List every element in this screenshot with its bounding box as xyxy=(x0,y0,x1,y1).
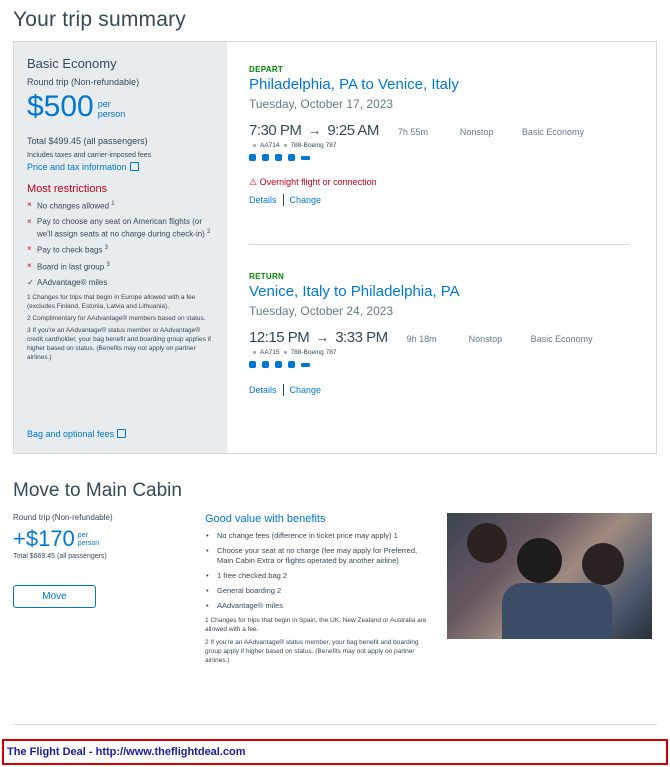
arrive-time: 3:33 PM xyxy=(335,329,388,346)
bullet-icon xyxy=(284,351,287,354)
bullet-icon xyxy=(253,351,256,354)
details-link[interactable]: Details xyxy=(249,385,277,395)
check-icon: ✓ xyxy=(27,277,34,287)
return-times xyxy=(249,329,629,346)
restriction-item xyxy=(27,199,215,212)
benefit-item: • AAdvantage® miles xyxy=(205,601,435,611)
link-separator xyxy=(283,384,284,396)
restriction-text: No changes allowed xyxy=(37,201,110,211)
per-label: per xyxy=(97,99,111,109)
depart-date: Tuesday, October 17, 2023 xyxy=(249,97,394,111)
photo-figure xyxy=(502,583,612,639)
restriction-item xyxy=(27,260,215,273)
price-row xyxy=(27,92,215,122)
stops: Nonstop xyxy=(468,334,503,344)
trip-type: Round trip (Non-refundable) xyxy=(13,513,113,522)
flight-deal-text: The Flight Deal - http://www.theflightdeal.com xyxy=(7,746,246,758)
flight-number: AA714 xyxy=(260,142,280,149)
restriction-text: Pay to check bags xyxy=(37,245,103,255)
segment-divider xyxy=(249,244,630,245)
depart-time: 12:15 PM xyxy=(249,329,310,346)
taxes-note: Includes taxes and carrier-imposed fees xyxy=(27,152,152,159)
power-icon xyxy=(262,361,269,368)
return-date: Tuesday, October 24, 2023 xyxy=(249,304,394,318)
return-route: Venice, Italy to Philadelphia, PA xyxy=(249,283,460,300)
stops: Nonstop xyxy=(459,127,494,137)
depart-segment xyxy=(249,65,629,206)
external-window-icon xyxy=(117,429,126,438)
cabin-photo xyxy=(447,513,652,639)
change-link[interactable]: Change xyxy=(289,385,322,395)
benefit-item: • 1 free checked bag 2 xyxy=(205,571,435,581)
footnote: 2 Complimentary for AAdvantage® members based on status. xyxy=(27,314,206,322)
seatback-icon xyxy=(301,363,310,367)
restriction-text: AAdvantage® miles xyxy=(37,277,108,287)
bag-fees-link-label: Bag and optional fees xyxy=(27,429,115,439)
trip-type: Round trip (Non-refundable) xyxy=(27,77,140,87)
x-icon: × xyxy=(27,200,32,209)
per-person xyxy=(78,532,99,548)
footnote-ref: 1 xyxy=(111,201,115,207)
person-label: person xyxy=(77,540,100,547)
aircraft: 788-Boeing 787 xyxy=(290,142,337,149)
change-link[interactable]: Change xyxy=(289,195,322,205)
benefits-title: Good value with benefits xyxy=(205,513,326,525)
footnote: 1 Changes for trips that begin in Spain, the UK, New Zealand or Australia are allowed with a fee. xyxy=(205,617,427,633)
restrictions-list xyxy=(27,199,215,288)
aircraft: 788-Boeing 787 xyxy=(290,349,337,356)
footnote-ref: 2 xyxy=(207,228,211,235)
external-window-icon xyxy=(130,162,139,171)
benefit-item: • General boarding 2 xyxy=(205,586,435,596)
footnote: 1 Changes for trips that begin in Europe allowed with a fee (excludes Finland, Estonia, Latvia and Lithuania). xyxy=(27,293,196,310)
benefit-item: • No change fees (difference in ticket price may apply) 1 xyxy=(205,531,435,541)
benefit-item: • Choose your seat at no charge (fee may apply for Preferred, Main Cabin Extra or flights operated by another airline) xyxy=(205,546,435,566)
restriction-item xyxy=(27,243,215,256)
per-label: per xyxy=(77,532,88,539)
segment-links xyxy=(249,194,629,206)
trip-summary-card xyxy=(13,41,657,454)
flight-deal-banner[interactable] xyxy=(2,739,668,765)
footnote: 3 If you're an AAdvantage® status member or AAdvantage® credit cardholder, your bag benefit and boarding group applies if higher based on status. (Benefits may not apply on partner airlines.) xyxy=(27,326,211,361)
restriction-text: Board in last group xyxy=(37,262,105,272)
arrow-right-icon: → xyxy=(315,329,330,345)
return-label: RETURN xyxy=(249,272,285,281)
per-person xyxy=(98,99,126,119)
x-icon: × xyxy=(27,216,32,226)
footnote-ref: 3 xyxy=(106,261,110,268)
page-title: Your trip summary xyxy=(13,8,187,31)
fare-total: Total $499.45 (all passengers) xyxy=(27,136,148,146)
benefits xyxy=(205,513,435,665)
upgrade-total: Total $669.45 (all passengers) xyxy=(13,553,107,560)
duration: 9h 18m xyxy=(406,334,437,344)
person-label: person xyxy=(97,109,126,119)
arrow-right-icon: → xyxy=(307,122,322,138)
overnight-warning: ⚠ Overnight flight or connection xyxy=(249,177,377,187)
depart-times xyxy=(249,122,629,139)
flight-meta xyxy=(249,142,629,149)
flight-number: AA715 xyxy=(260,349,280,356)
photo-figure xyxy=(467,523,507,563)
main-cabin-title: Move to Main Cabin xyxy=(13,480,182,501)
depart-time: 7:30 PM xyxy=(249,122,302,139)
details-link[interactable]: Details xyxy=(249,195,277,205)
benefits-list xyxy=(205,531,435,611)
power-icon xyxy=(262,154,269,161)
footnote-ref: 3 xyxy=(104,245,108,252)
duration: 7h 55m xyxy=(397,127,428,137)
return-segment xyxy=(249,272,629,396)
cabin: Basic Economy xyxy=(521,127,584,137)
price-row xyxy=(13,528,193,550)
link-separator xyxy=(283,194,284,206)
divider xyxy=(13,724,657,725)
flight-meta xyxy=(249,349,629,356)
segment-links xyxy=(249,384,629,396)
fare-panel xyxy=(14,42,227,453)
price-tax-link[interactable] xyxy=(27,162,215,172)
depart-label: DEPART xyxy=(249,65,284,74)
usb-icon xyxy=(275,361,282,368)
upgrade-price: +$170 xyxy=(13,526,75,551)
restriction-text: Pay to choose any seat on American flights (or we'll assign seats at no charge during check-in) xyxy=(37,216,205,239)
usb-icon xyxy=(275,154,282,161)
photo-figure xyxy=(582,543,624,585)
x-icon: × xyxy=(27,260,32,270)
flights-panel xyxy=(227,42,656,453)
cabin: Basic Economy xyxy=(530,334,593,344)
photo-figure xyxy=(517,538,562,583)
price-tax-link-label: Price and tax information xyxy=(27,162,127,172)
arrive-time: 9:25 AM xyxy=(327,122,379,139)
main-cabin-price xyxy=(13,513,193,602)
restriction-item xyxy=(27,277,215,288)
amenities xyxy=(249,154,629,161)
fare-name: Basic Economy xyxy=(27,56,117,71)
restriction-item xyxy=(27,216,215,240)
seatback-icon xyxy=(301,156,310,160)
bag-fees-link[interactable] xyxy=(27,429,126,439)
move-button[interactable]: Move xyxy=(13,585,96,608)
restrictions-title: Most restrictions xyxy=(27,183,108,195)
bullet-icon xyxy=(253,144,256,147)
bullet-icon xyxy=(284,144,287,147)
fare-price: $500 xyxy=(27,90,94,123)
entertainment-icon xyxy=(288,154,295,161)
amenities xyxy=(249,361,629,368)
wifi-icon xyxy=(249,154,256,161)
footnote: 2 If you're an AAdvantage® status member, your bag benefit and boarding group apply if higher based on status. (Benefits may not apply on partner airlines.) xyxy=(205,639,419,664)
wifi-icon xyxy=(249,361,256,368)
entertainment-icon xyxy=(288,361,295,368)
x-icon: × xyxy=(27,244,32,254)
depart-route: Philadelphia, PA to Venice, Italy xyxy=(249,76,459,93)
